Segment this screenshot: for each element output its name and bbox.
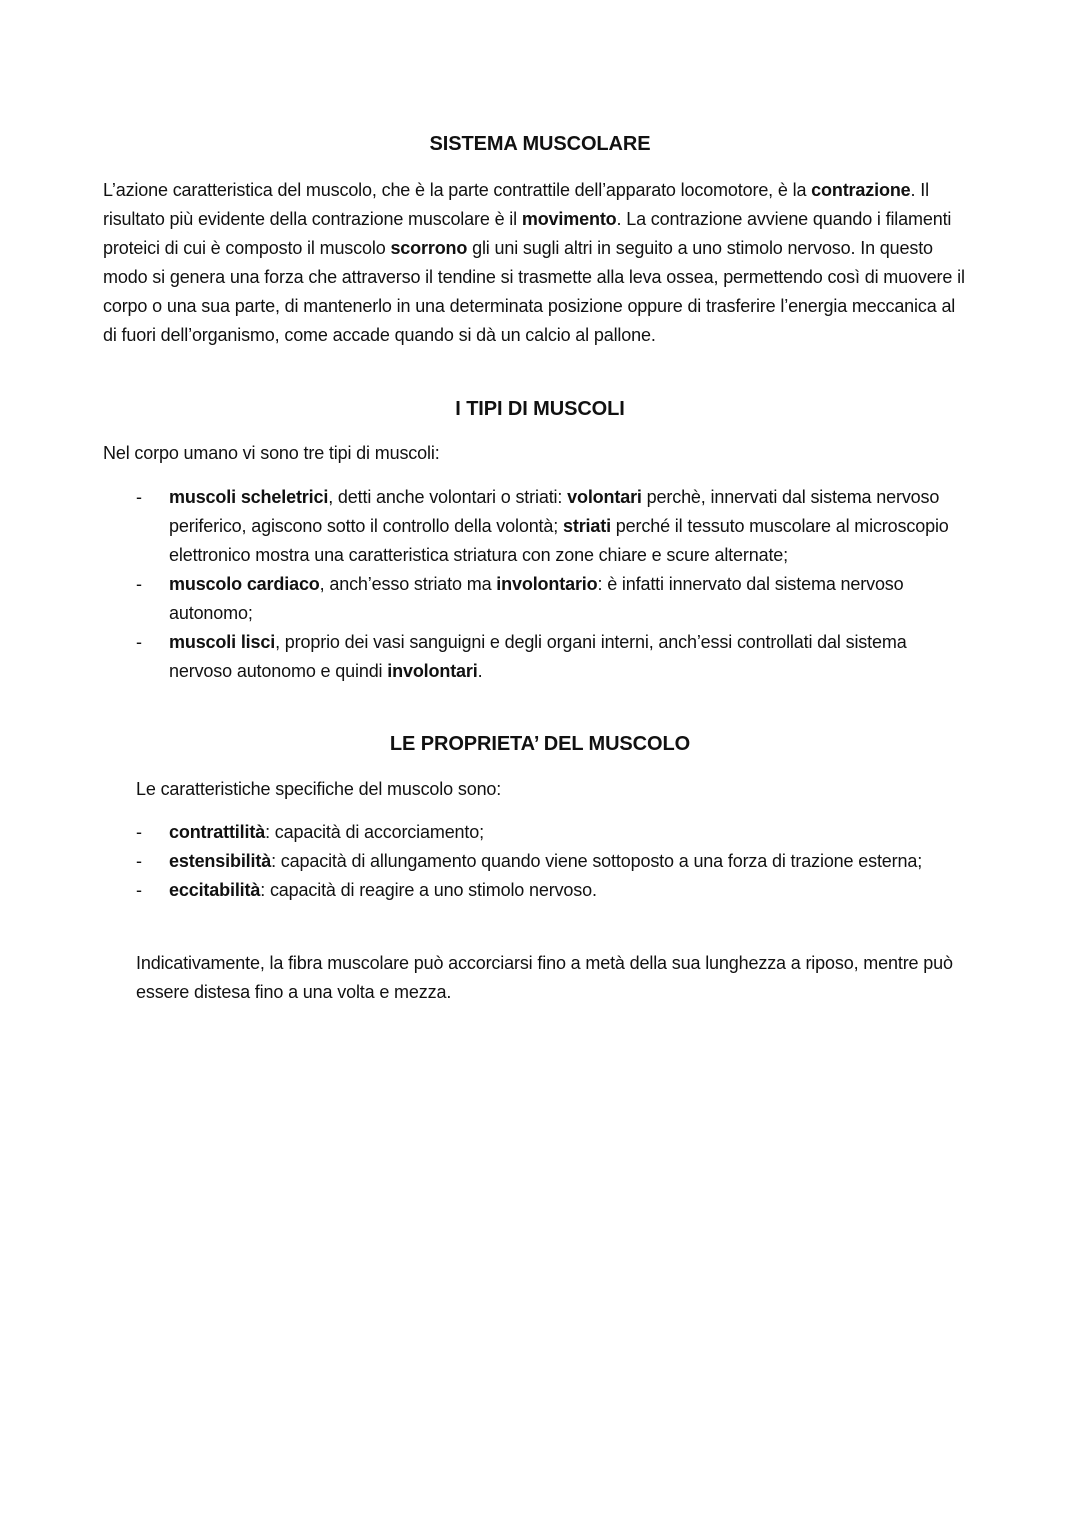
bullet-dash: - (136, 822, 142, 842)
list-item (103, 818, 973, 847)
bold-term: involontario (496, 574, 598, 594)
list-item (103, 570, 973, 628)
properties-intro: Le caratteristiche specifiche del muscolo sono: (136, 779, 502, 799)
bullet-dash: - (136, 851, 142, 871)
bold-term: scorrono (390, 238, 468, 258)
bold-term: striati (562, 516, 611, 536)
list-item (103, 628, 973, 686)
properties-list (103, 818, 973, 905)
list-item (103, 847, 973, 876)
bold-term: muscolo cardiaco (169, 574, 320, 594)
bold-term: movimento (521, 209, 617, 229)
bold-term: contrattilità (169, 822, 266, 842)
title-proprieta-muscolo: LE PROPRIETA’ DEL MUSCOLO (389, 733, 691, 755)
title-sistema-muscolare: SISTEMA MUSCOLARE (429, 133, 651, 155)
text-run: , detti anche volontari o striati: (328, 487, 568, 507)
muscle-types-list (103, 483, 973, 686)
text-run: L’azione caratteristica del muscolo, che è la parte contrattile dell’apparato locomotore, è la (103, 180, 812, 200)
text-run: : capacità di accorciamento; (265, 822, 484, 842)
text-run: . Il risultato più evidente della contrazione muscolare è il (103, 180, 929, 229)
bullet-dash: - (136, 487, 142, 507)
text-run: perché il tessuto muscolare al microscopio elettronico mostra una caratteristica striatura con zone chiare e scure alternate; (169, 516, 949, 565)
bullet-dash: - (136, 632, 142, 652)
bold-term: eccitabilità (169, 880, 261, 900)
bold-term: contrazione (811, 180, 911, 200)
title-tipi-muscoli: I TIPI DI MUSCOLI (455, 398, 625, 420)
list-item (103, 876, 973, 905)
text-run: , proprio dei vasi sanguigni e degli organi interni, anch’essi controllati dal sistema nervoso autonomo e quindi (169, 632, 907, 681)
text-run: perchè, innervati dal sistema nervoso periferico, agiscono sotto il controllo della volontà; (169, 487, 940, 536)
bullet-dash: - (136, 574, 142, 594)
text-run: : capacità di reagire a uno stimolo nervoso. (260, 880, 597, 900)
bold-term: estensibilità (169, 851, 272, 871)
bold-term: volontari (567, 487, 642, 507)
bold-term: muscoli scheletrici (169, 487, 329, 507)
types-intro: Nel corpo umano vi sono tre tipi di muscoli: (103, 443, 440, 463)
bold-term: muscoli lisci (169, 632, 276, 652)
text-run: . La contrazione avviene quando i filamenti proteici di cui è composto il muscolo (103, 209, 952, 258)
bold-term: involontari (387, 661, 478, 681)
bullet-dash: - (136, 880, 142, 900)
text-run: , anch’esso striato ma (319, 574, 497, 594)
text-run: . (477, 661, 483, 681)
text-run: : capacità di allungamento quando viene sottoposto a una forza di trazione esterna; (271, 851, 923, 871)
list-item (103, 483, 973, 570)
intro-paragraph (103, 176, 973, 350)
closing-paragraph: Indicativamente, la fibra muscolare può accorciarsi fino a metà della sua lunghezza a riposo, mentre può essere distesa fino a una volta e mezza. (136, 953, 953, 1002)
text-run: : è infatti innervato dal sistema nervoso autonomo; (169, 574, 904, 623)
text-run: gli uni sugli altri in seguito a uno stimolo nervoso. In questo modo si genera una forza che attraverso il tendine si trasmette alla leva ossea, permettendo così di muovere il corpo o una sua parte, di mantenerlo in una determinata posizione oppure di trasferire l’energia meccanica al di fuori dell’organismo, come accade quando si dà un calcio al pallone. (103, 238, 965, 345)
